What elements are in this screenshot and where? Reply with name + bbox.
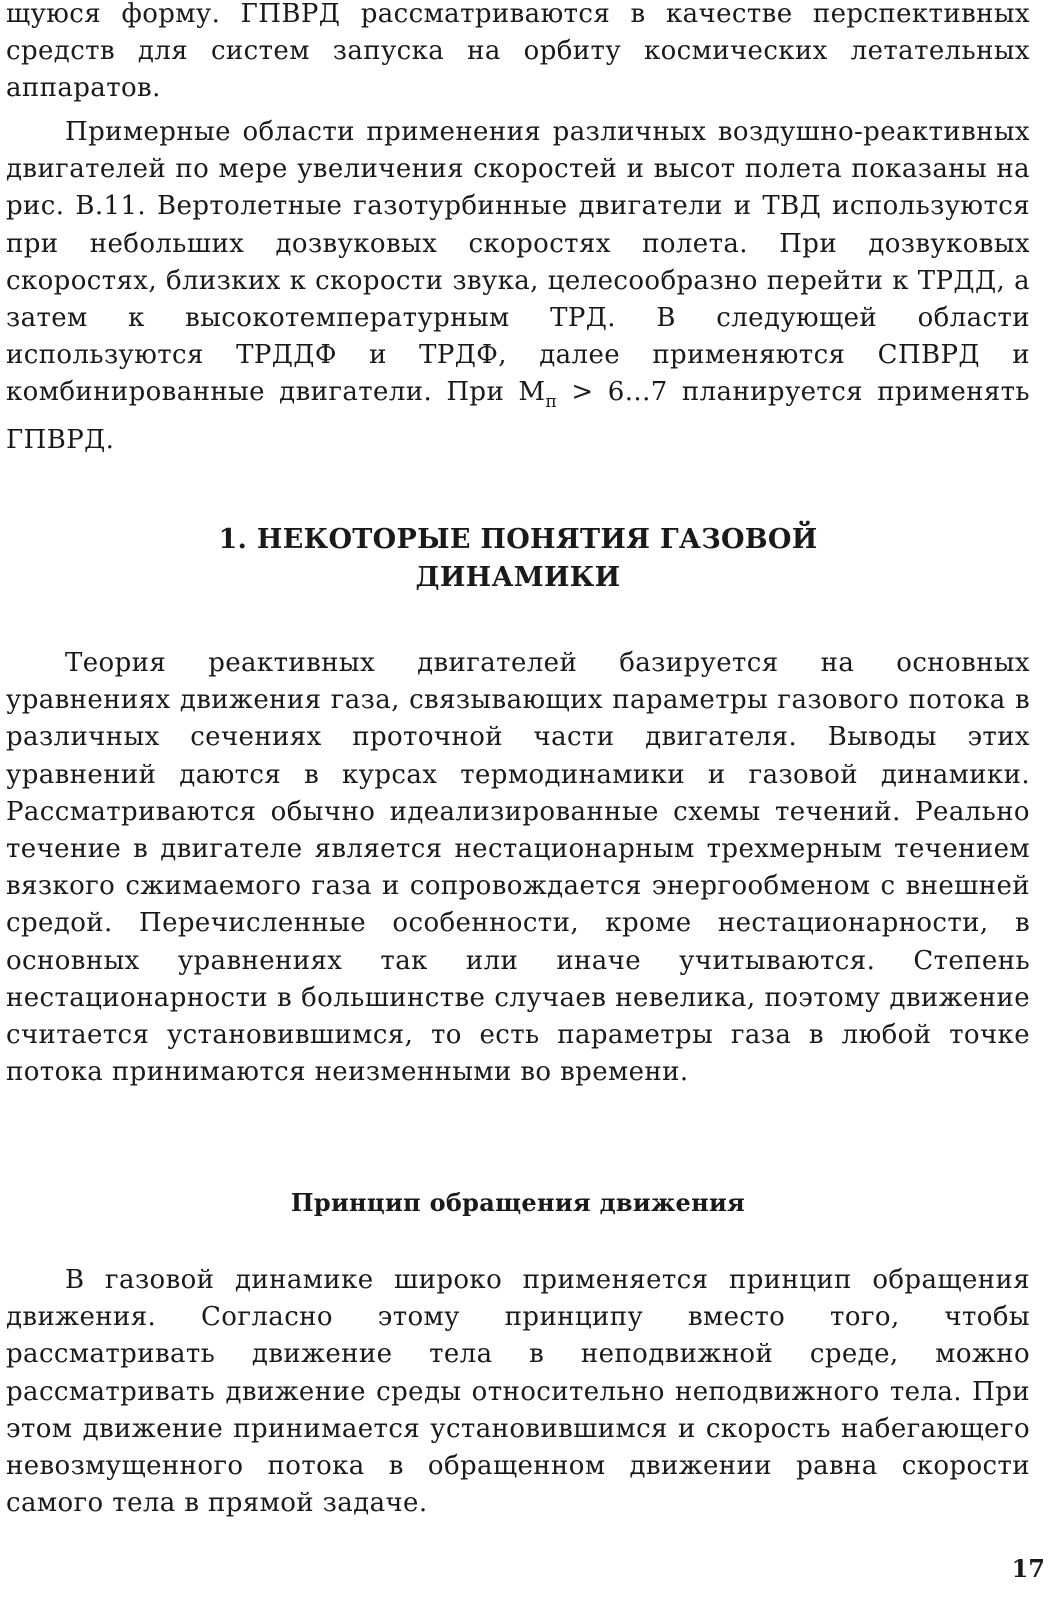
gas-dynamics-theory-paragraph: Теория реактивных двигателей базируется на основных уравнениях движения газа, связывающих параметры газового потока в различных сечениях проточной части двигателя. Выводы этих уравнений даются в курсах термодинамики и газовой динамики. Рассматриваются обычно идеализированные схемы течений. Реально течение в двигателе является нестационарным трехмерным течением вязкого сжимаемого газа и сопровождается энергообменом с внешней средой. Перечисленные особенности, кроме нестационарности, в основных уравнениях так или иначе учитываются. Степень нестационарности в большинстве случаев невелика, поэтому движение считается установившимся, то есть параметры газа в любой точке потока принимаются неизменными во времени. — [6, 648, 1030, 1088]
intro-paragraph-block — [6, 0, 1030, 108]
engines-application-text: Примерные области применения различных воздушно-реактивных двигателей по мере увеличения скоростей и высот полета показаны на рис. В.11. Вертолетные газотурбинные двигатели и ТВД используются при небольших дозвуковых скоростях полета. При дозвуковых скоростях, близких к скорости звука, целесообразно перейти к ТРДД, а затем к высокотемпературным ТРД. В следующей области используются ТРДДФ и ТРДФ, далее применяются СПВРД и комбинированные двигатели. При — [6, 117, 1030, 408]
section-title — [6, 521, 1030, 597]
mach-subscript: п — [545, 392, 558, 413]
mach-symbol: M — [518, 377, 546, 408]
motion-reversal-paragraph-block — [6, 1262, 1030, 1522]
section-title-line-1: 1. НЕКОТОРЫЕ ПОНЯТИЯ ГАЗОВОЙ — [218, 524, 818, 555]
section-title-line-2: ДИНАМИКИ — [415, 562, 621, 593]
engines-application-paragraph — [6, 114, 1030, 459]
engines-application-tail: > 6...7 планируется применять ГПВРД. — [6, 377, 1030, 455]
section-heading-block — [6, 521, 1030, 597]
motion-reversal-paragraph: В газовой динамике широко применяется принцип обращения движения. Согласно этому принципу вместо того, чтобы рассматривать движение тела в неподвижной среде, можно рассматривать движение среды относительно неподвижного тела. При этом движение принимается установившимся и скорость набегающего невозмущенного потока в обращенном движении равна скорости самого тела в прямой задаче. — [6, 1265, 1030, 1519]
engines-application-paragraph-block — [6, 114, 1030, 459]
gas-dynamics-theory-paragraph-block — [6, 645, 1030, 1091]
page-number: 17 — [1011, 1554, 1045, 1583]
subsection-title: Принцип обращения движения — [290, 1188, 746, 1217]
intro-paragraph: щуюся форму. ГПВРД рассматриваются в качестве перспективных средств для систем запуска на орбиту космических летательных аппаратов. — [6, 0, 1030, 104]
subsection-heading-block — [6, 1186, 1030, 1220]
